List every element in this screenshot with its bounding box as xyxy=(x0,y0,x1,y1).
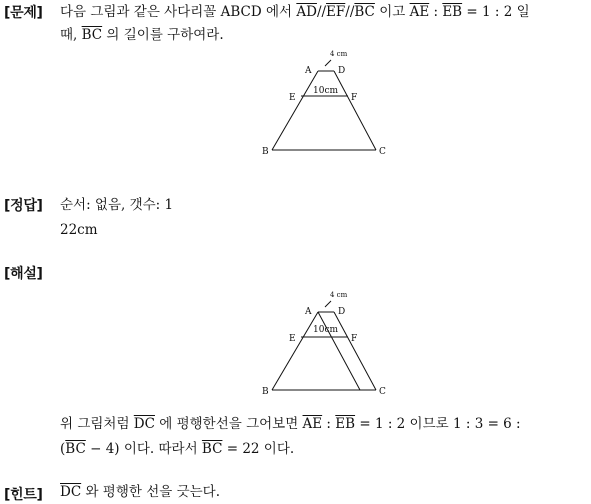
vertex-d-label: D xyxy=(338,66,346,76)
vertex-b-label: B xyxy=(262,147,269,157)
problem-line-1: 다음 그림과 같은 사다리꼴 ABCD 에서 $\overline{AD}//\overline{EF}//\overline{BC}$ 이고 $\overline{AE}$ : $\overline{EB} = 1$ : 2 일 xyxy=(60,4,530,20)
answer-order-count: 순서: 없음, 갯수: 1 xyxy=(60,197,174,213)
explanation-tag: [해설] xyxy=(4,266,43,282)
point-e-label: E xyxy=(289,334,296,344)
segment-dc xyxy=(334,312,376,390)
vertex-b-label: B xyxy=(262,387,269,397)
explanation-line-2: $(\overline{BC} - 4)$ 이다. 따라서 $\overline{BC} = 22$ 이다. xyxy=(60,441,295,457)
vertex-c-label: C xyxy=(379,387,386,397)
point-f-label: F xyxy=(351,93,358,103)
vertex-a-label: A xyxy=(305,66,312,76)
top-length-label: 4 cm xyxy=(330,291,348,299)
problem-line-2: 때, $\overline{BC}$ 의 길이를 구하여라. xyxy=(60,27,224,43)
parallel-to-dc-line xyxy=(318,312,360,390)
problem-tag: [문제] xyxy=(4,5,43,21)
top-length-label: 4 cm xyxy=(330,50,348,58)
answer-value: 22cm xyxy=(60,222,98,238)
hint-tag: [힌트] xyxy=(4,487,43,503)
mid-length-label: 10cm xyxy=(313,86,339,96)
explanation-line-1: 위 그림처럼 $\overline{DC}$ 에 평행한선을 그어보면 $\overline{AE}$ : $\overline{EB} = 1$ : 2 이므로 1 : 3 = 6 : xyxy=(60,416,521,432)
hint-line: $\overline{DC}$ 와 평행한 선을 긋는다. xyxy=(60,484,220,500)
point-f-label: F xyxy=(351,334,358,344)
point-e-label: E xyxy=(289,93,296,103)
vertex-a-label: A xyxy=(305,307,312,317)
top-length-pointer xyxy=(325,301,331,307)
mid-length-label: 10cm xyxy=(313,325,339,335)
answer-tag: [정답] xyxy=(4,198,43,214)
segment-ab xyxy=(272,312,318,390)
vertex-c-label: C xyxy=(379,147,386,157)
vertex-d-label: D xyxy=(338,307,346,317)
